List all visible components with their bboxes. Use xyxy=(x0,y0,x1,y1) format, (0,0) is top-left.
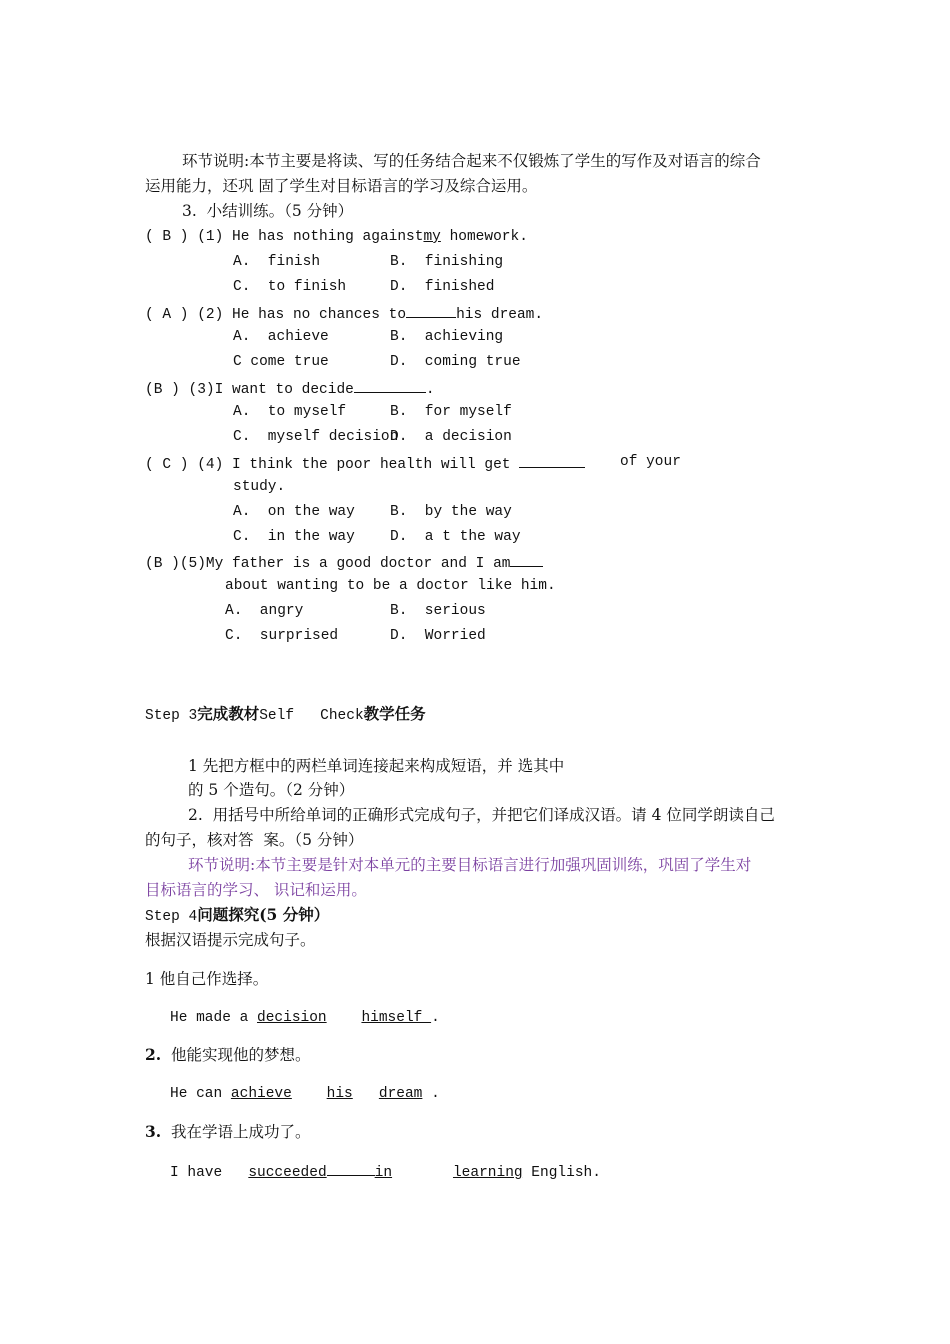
question-4-option-c: C. in the way xyxy=(233,529,355,545)
question-5-option-a: A. angry xyxy=(225,603,304,619)
question-2-option-b: B. achieving xyxy=(390,329,504,345)
step-3-note-line-2: 目标语言的学习、 识记和运用。 xyxy=(145,881,367,899)
question-4-stem: ( C ) (4) I think the poor health will get xyxy=(145,453,585,474)
question-5-stem: (B )(5)My father is a good doctor and I am xyxy=(145,552,543,573)
question-1-option-b: B. finishing xyxy=(390,254,504,270)
question-5-blank xyxy=(510,552,543,567)
question-4-stem-line-2: study. xyxy=(233,479,286,495)
intro-line-2: 运用能力，还巩 固了学生对目标语言的学习及综合运用。 xyxy=(145,177,538,195)
question-2-number: (2) xyxy=(197,307,224,323)
question-2-option-a: A. achieve xyxy=(233,329,329,345)
question-2-option-c: C come true xyxy=(233,354,329,370)
question-4-answer: ( C ) xyxy=(145,457,189,473)
question-3-blank xyxy=(354,378,426,393)
question-1-option-c: C. to finish xyxy=(233,279,347,295)
intro-line-1: 环节说明:本节主要是将读、写的任务结合起来不仅锻炼了学生的写作及对语言的综合 xyxy=(182,152,761,170)
step-4-instruction: 根据汉语提示完成句子。 xyxy=(145,931,316,949)
step-4-item-3-chinese: 3. 我在学语上成功了。 xyxy=(145,1122,311,1141)
question-3-option-c: C. myself decision xyxy=(233,429,399,445)
answer-in: in xyxy=(374,1165,393,1181)
answer-himself: himself xyxy=(361,1010,432,1026)
question-5-option-c: C. surprised xyxy=(225,628,339,644)
step-3-item-1-line-1: 1 先把方框中的两栏单词连接起来构成短语，并 选其中 xyxy=(188,757,565,775)
step-4-heading: Step 4问题探究(5 分钟） xyxy=(145,905,330,925)
question-1-number: (1) xyxy=(197,229,224,245)
question-4-stem-end: of your xyxy=(620,454,681,470)
answer-dream: dream xyxy=(378,1086,423,1102)
question-2-option-d: D. coming true xyxy=(390,354,521,370)
question-3-number: (3) xyxy=(188,382,215,398)
question-1-stem: ( B ) (1) He has nothing againstmy homework. xyxy=(145,229,528,245)
answer-decision: decision xyxy=(257,1010,327,1026)
question-3-option-d: D. a decision xyxy=(390,429,512,445)
question-3-answer: (B ) xyxy=(145,382,180,398)
question-5-stem-line-2: about wanting to be a doctor like him. xyxy=(225,578,556,594)
step-3-item-2-line-1: 2. 用括号中所给单词的正确形式完成句子，并把它们译成汉语。请 4 位同学朗读自己 xyxy=(188,806,775,824)
question-1-answer: ( B ) xyxy=(145,229,189,245)
question-4-option-b: B. by the way xyxy=(390,504,512,520)
question-5-option-d: D. Worried xyxy=(390,628,486,644)
question-1-option-d: D. finished xyxy=(390,279,495,295)
question-2-stem: ( A ) (2) He has no chances to his dream. xyxy=(145,303,543,324)
question-3-option-a: A. to myself xyxy=(233,404,347,420)
section-3-heading: 3. 小结训练。（5 分钟） xyxy=(182,202,354,220)
answer-achieve: achieve xyxy=(230,1086,292,1102)
step-4-item-1-english: He made a decision himself . xyxy=(170,1010,440,1026)
question-5-answer: (B ) xyxy=(145,556,180,572)
step-4-item-1-chinese: 1 他自己作选择。 xyxy=(145,970,269,988)
step-3-item-1-line-2: 的 5 个造句。（2 分钟） xyxy=(188,781,355,799)
question-2-blank xyxy=(406,303,456,318)
answer-succeeded: succeeded xyxy=(248,1165,327,1181)
question-4-number: (4) xyxy=(197,457,224,473)
step-3-note-line-1: 环节说明:本节主要是针对本单元的主要目标语言进行加强巩固训练，巩固了学生对 xyxy=(188,856,752,874)
answer-learning: learning xyxy=(452,1165,523,1181)
step-4-item-3-english: I have succeeded in learning English. xyxy=(170,1161,601,1182)
answer-blank xyxy=(327,1161,375,1176)
step-4-item-2-english: He can achieve his dream . xyxy=(170,1086,440,1102)
question-3-stem: (B ) (3)I want to decide . xyxy=(145,378,435,399)
step-3-heading: Step 3完成教材Self Check教学任务 xyxy=(145,704,426,724)
question-1-option-a: A. finish xyxy=(233,254,321,270)
question-4-option-a: A. on the way xyxy=(233,504,355,520)
question-4-blank xyxy=(519,453,585,468)
question-5-option-b: B. serious xyxy=(390,603,486,619)
step-3-item-2-line-2: 的句子，核对答 案。（5 分钟） xyxy=(145,831,364,849)
step-4-item-2-chinese: 2. 他能实现他的梦想。 xyxy=(145,1045,311,1064)
question-2-answer: ( A ) xyxy=(145,307,189,323)
question-5-number: (5) xyxy=(179,556,206,572)
question-4-option-d: D. a t the way xyxy=(390,529,521,545)
answer-his: his xyxy=(326,1086,353,1102)
question-3-option-b: B. for myself xyxy=(390,404,512,420)
